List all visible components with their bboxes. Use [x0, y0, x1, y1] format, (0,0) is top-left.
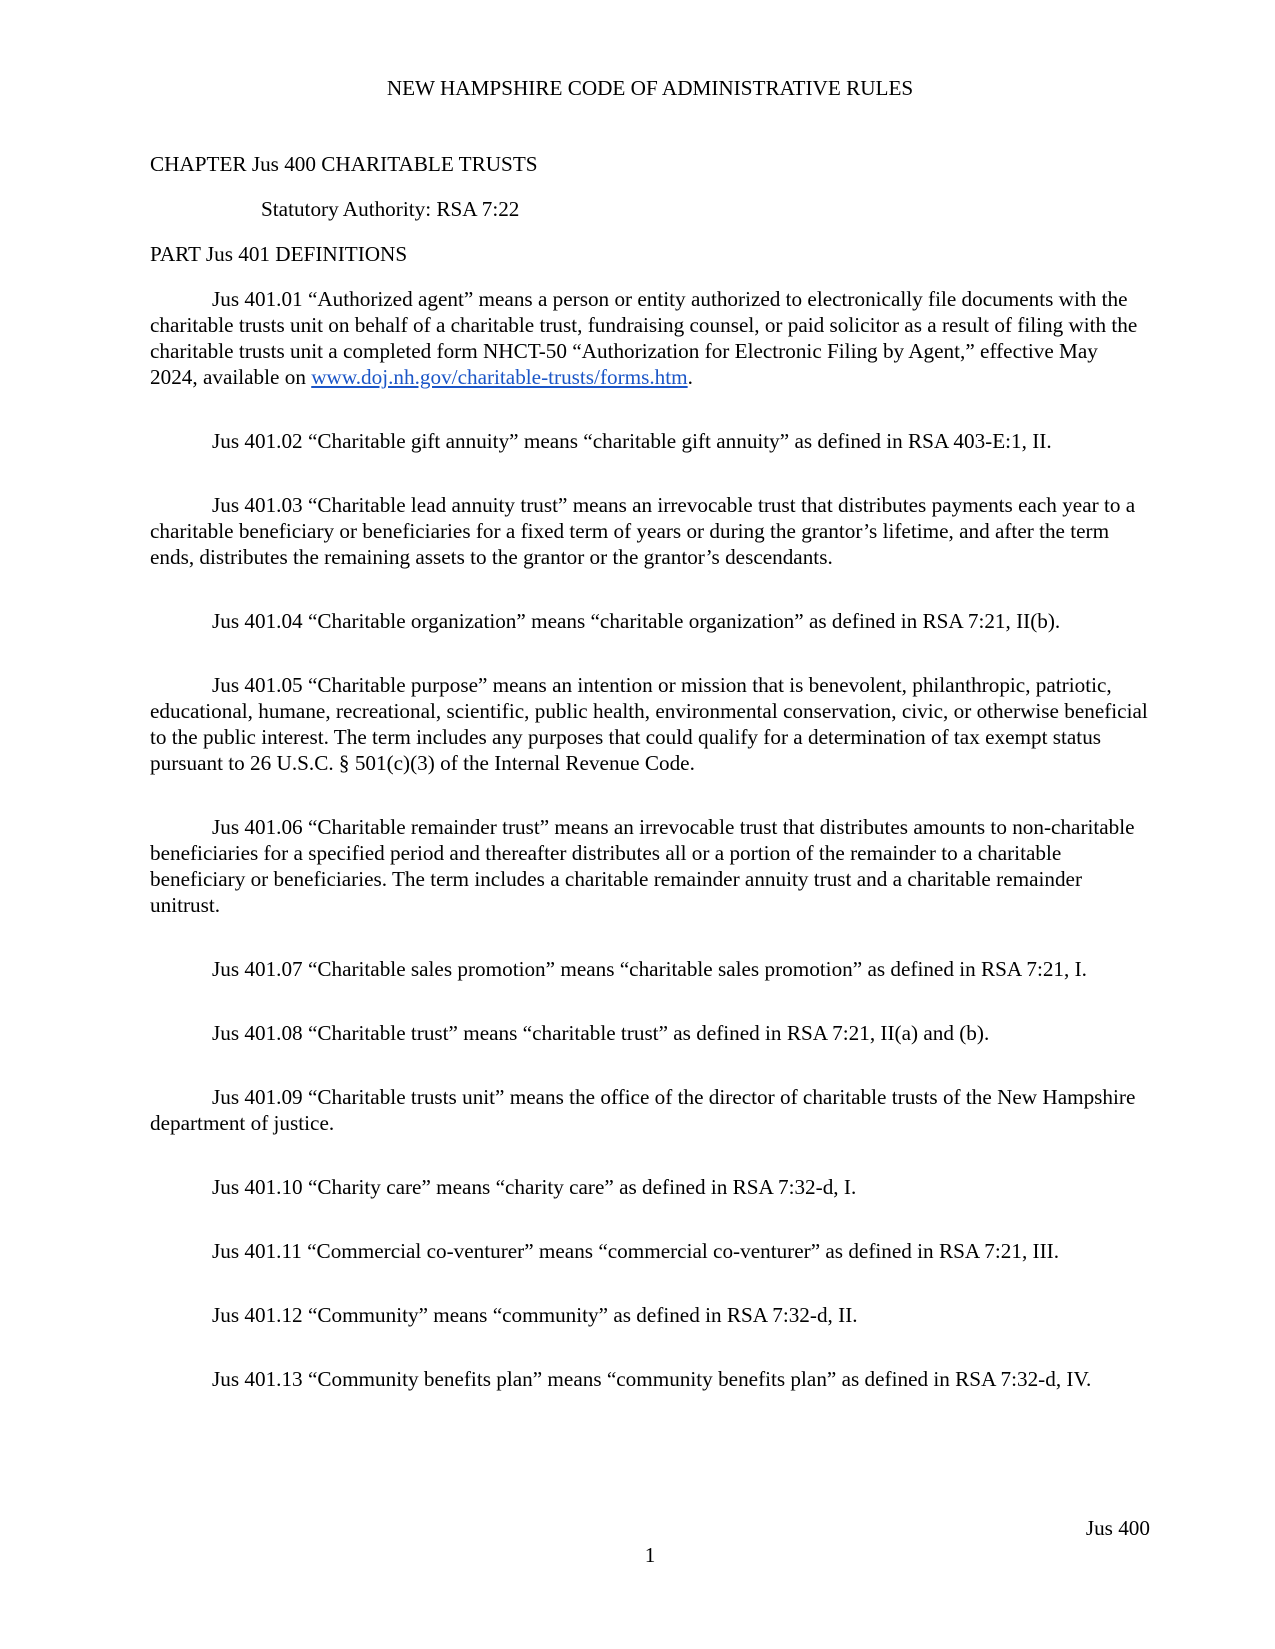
definition-401-13: Jus 401.13 “Community benefits plan” means “community benefits plan” as defined in RSA 7:32-d, IV. [212, 1367, 1092, 1391]
definition-401-05: Jus 401.05 “Charitable purpose” means an intention or mission that is benevolent, philanthropic, patriotic, educational, humane, recreational, scientific, public health, environmental conservation, civic, or otherwise beneficial to the public interest. The term includes any purposes that could qualify for a determination of tax exempt status pursuant to 26 U.S.C. § 501(c)(3) of the Internal Revenue Code. [150, 673, 1148, 775]
definition-401-04: Jus 401.04 “Charitable organization” means “charitable organization” as defined in RSA 7:21, II(b). [212, 609, 1061, 633]
page-number: 1 [644, 1543, 656, 1567]
definition-401-11: Jus 401.11 “Commercial co-venturer” means “commercial co-venturer” as defined in RSA 7:21, III. [212, 1239, 1060, 1263]
definition-401-06: Jus 401.06 “Charitable remainder trust” means an irrevocable trust that distributes amounts to non-charitable beneficiaries for a specified period and thereafter distributes all or a portion of the remainder to a charitable beneficiary or beneficiaries. The term includes a charitable remainder annuity trust and a charitable remainder unitrust. [150, 815, 1135, 917]
definitions-list [150, 286, 1150, 1430]
definition-401-02: Jus 401.02 “Charitable gift annuity” means “charitable gift annuity” as defined in RSA 403-E:1, II. [212, 429, 1052, 453]
definition-text: Jus 401.01 “Authorized agent” means a person or entity authorized to electronically file documents with the charitable trusts unit on behalf of a charitable trust, fundraising counsel, or paid solicitor as a result of filing with the charitable trusts unit a completed form NHCT-50 “Authorization for Electronic Filing by Agent,” effective May 2024, available on [150, 287, 1138, 389]
definition-401-07: Jus 401.07 “Charitable sales promotion” means “charitable sales promotion” as defined in RSA 7:21, I. [212, 957, 1087, 981]
definition-401-08: Jus 401.08 “Charitable trust” means “charitable trust” as defined in RSA 7:21, II(a) and (b). [212, 1021, 990, 1045]
document-page [150, 0, 1150, 1649]
definition-401-10: Jus 401.10 “Charity care” means “charity care” as defined in RSA 7:32-d, I. [212, 1175, 857, 1199]
definition-tail: . [687, 365, 693, 389]
chapter-heading: CHAPTER Jus 400 CHARITABLE TRUSTS [150, 152, 538, 176]
definition-401-12: Jus 401.12 “Community” means “community” as defined in RSA 7:32-d, II. [212, 1303, 858, 1327]
definition-401-01 [150, 286, 1150, 390]
statutory-authority: Statutory Authority: RSA 7:22 [261, 197, 520, 221]
document-header: NEW HAMPSHIRE CODE OF ADMINISTRATIVE RULES [386, 76, 914, 100]
definition-401-09: Jus 401.09 “Charitable trusts unit” means the office of the director of charitable trusts of the New Hampshire department of justice. [150, 1085, 1136, 1135]
forms-link[interactable]: www.doj.nh.gov/charitable-trusts/forms.htm [311, 365, 688, 389]
footer-chapter-code: Jus 400 [1085, 1516, 1150, 1540]
part-heading: PART Jus 401 DEFINITIONS [150, 242, 408, 266]
definition-401-03: Jus 401.03 “Charitable lead annuity trust” means an irrevocable trust that distributes payments each year to a charitable beneficiary or beneficiaries for a fixed term of years or during the grantor’s lifetime, and after the term ends, distributes the remaining assets to the grantor or the grantor’s descendants. [150, 493, 1136, 569]
